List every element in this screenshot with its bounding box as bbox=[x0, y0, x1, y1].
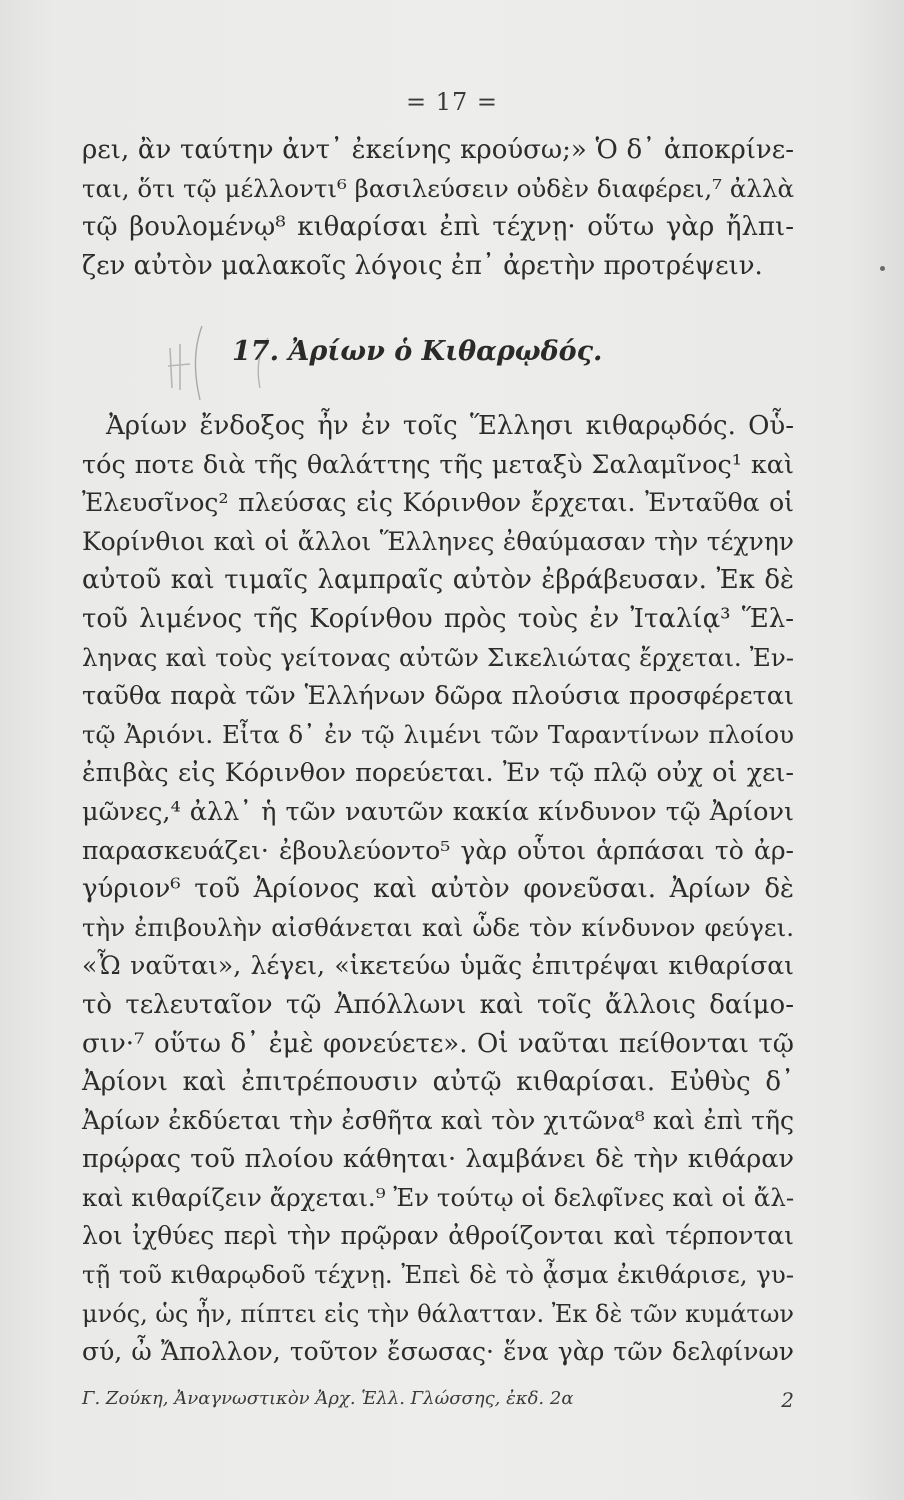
text-line: ρει, ἂν ταύτην ἀντ᾽ ἐκείνης κρούσω;» Ὁ δ᾽ ἀποκρίνε- bbox=[82, 135, 794, 165]
text-line: Ἐλευσῖνος² πλεύσας εἰς Κόρινθον ἔρχεται. Ἐνταῦθα οἱ bbox=[82, 488, 794, 518]
text-line: Κορίνθιοι καὶ οἱ ἄλλοι Ἕλληνες ἐθαύμασαν τὴν τέχνην bbox=[82, 526, 794, 556]
text-line: «Ὦ ναῦται», λέγει, «ἱκετεύω ὑμᾶς ἐπιτρέψαι κιθαρίσαι bbox=[82, 951, 794, 981]
text-line: ταῦθα παρὰ τῶν Ἑλλήνων δῶρα πλούσια προσφέρεται bbox=[82, 681, 794, 712]
text-line: τὸ τελευταῖον τῷ Ἀπόλλωνι καὶ τοῖς ἄλλοις δαίμο- bbox=[82, 989, 794, 1020]
text-line: μνός, ὡς ἦν, πίπτει εἰς τὴν θάλατταν. Ἐκ δὲ τῶν κυμάτων bbox=[82, 1299, 794, 1328]
main-paragraph bbox=[82, 407, 794, 1372]
text-line: Ἀρίων ἐκδύεται τὴν ἐσθῆτα καὶ τὸν χιτῶνα⁸ καὶ ἐπὶ τῆς bbox=[82, 1105, 794, 1135]
text-line: ται, ὅτι τῷ μέλλοντι⁶ βασιλεύσειν οὐδὲν διαφέρει,⁷ ἀλλὰ bbox=[82, 173, 794, 203]
text-line: τός ποτε διὰ τῆς θαλάττης τῆς μεταξὺ Σαλαμῖνος¹ καὶ bbox=[82, 449, 794, 480]
page-number: = 17 = bbox=[405, 88, 498, 116]
footer-citation: Γ. Ζούκη, Ἀναγνωστικὸν Ἀρχ. Ἑλλ. Γλώσσης, ἐκδ. 2α bbox=[82, 1388, 574, 1409]
text-line: λοι ἰχθύες περὶ τὴν πρῷραν ἀθροίζονται καὶ τέρπονται bbox=[82, 1221, 794, 1251]
text-line: καὶ κιθαρίζειν ἄρχεται.⁹ Ἐν τούτῳ οἱ δελφῖνες καὶ οἱ ἄλ- bbox=[82, 1182, 795, 1212]
text-line: τῇ τοῦ κιθαρῳδοῦ τέχνῃ. Ἐπεὶ δὲ τὸ ᾆσμα ἐκιθάρισε, γυ- bbox=[82, 1260, 794, 1290]
text-line: Ἀρίονι καὶ ἐπιτρέπουσιν αὐτῷ κιθαρίσαι. Εὐθὺς δ᾽ bbox=[82, 1067, 794, 1098]
text-line: ληνας καὶ τοὺς γείτονας αὐτῶν Σικελιώτας ἔρχεται. Ἐν- bbox=[82, 642, 794, 672]
text-line: τὴν ἐπιβουλὴν αἰσθάνεται καὶ ὧδε τὸν κίνδυνον φεύγει. bbox=[82, 912, 794, 942]
text-line: παρασκευάζει· ἐβουλεύοντο⁵ γὰρ οὗτοι ἁρπάσαι τὸ ἀρ- bbox=[82, 835, 794, 865]
text-line: ἐπιβὰς εἰς Κόρινθον πορεύεται. Ἐν τῷ πλῷ οὐχ οἱ χει- bbox=[82, 758, 794, 789]
text-line: σύ, ὦ Ἄπολλον, τοῦτον ἔσωσας· ἕνα γὰρ τῶν δελφίνων bbox=[82, 1337, 794, 1367]
ink-speck bbox=[880, 266, 885, 271]
text-line: πρῴρας τοῦ πλοίου κάθηται· λαμβάνει δὲ τὴν κιθάραν bbox=[82, 1144, 794, 1175]
text-line: τῷ Ἀριόνι. Εἶτα δ᾽ ἐν τῷ λιμένι τῶν Ταραντίνων πλοίου bbox=[82, 719, 794, 749]
section-number: 17. bbox=[232, 336, 279, 367]
text-line: τῷ βουλομένῳ⁸ κιθαρίσαι ἐπὶ τέχνῃ· οὕτω γὰρ ἤλπι- bbox=[82, 212, 794, 243]
text-line: σιν·⁷ οὕτω δ᾽ ἐμὲ φονεύετε». Οἱ ναῦται πείθονται τῷ bbox=[82, 1028, 794, 1059]
text-line: αὐτοῦ καὶ τιμαῖς λαμπραῖς αὐτὸν ἐβράβευσαν. Ἐκ δὲ bbox=[82, 565, 794, 596]
page-footer bbox=[82, 1388, 794, 1412]
section-title: Ἀρίων ὁ Κιθαρῳδός. bbox=[288, 336, 603, 367]
text-line: γύριον⁶ τοῦ Ἀρίονος καὶ αὐτὸν φονεῦσαι. Ἀρίων δὲ bbox=[82, 874, 794, 905]
signature-mark: 2 bbox=[781, 1388, 794, 1412]
text-line: Ἀρίων ἔνδοξος ἦν ἐν τοῖς Ἕλλησι κιθαρῳδός. Οὗ- bbox=[106, 411, 794, 441]
text-line: ζεν αὐτὸν μαλακοῖς λόγοις ἐπ᾽ ἀρετὴν προτρέψειν. bbox=[82, 250, 763, 281]
top-paragraph bbox=[82, 131, 794, 285]
text-line: μῶνες,⁴ ἀλλ᾽ ἡ τῶν ναυτῶν κακία κίνδυνον τῷ Ἀρίονι bbox=[82, 796, 794, 827]
section-heading bbox=[232, 336, 602, 367]
text-line: τοῦ λιμένος τῆς Κορίνθου πρὸς τοὺς ἐν Ἰταλίᾳ³ Ἕλ- bbox=[82, 603, 794, 634]
